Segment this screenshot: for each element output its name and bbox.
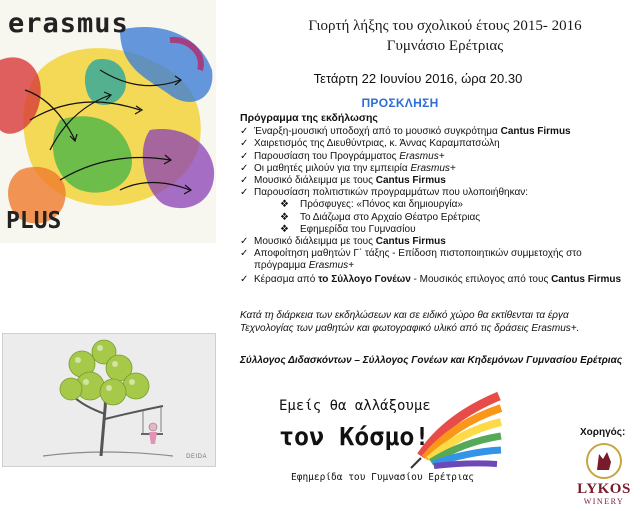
checkmark-icon: ✓ [240,248,249,260]
diamond-bullet-icon: ❖ [280,223,289,235]
programme-sub-item: ❖ Εφημερίδα του Γυμνασίου [280,223,416,235]
programme-item: ✓ Μουσικό διάλειμμα με τους Cantus Firmus [240,236,446,248]
lykos-winery-logo [571,440,637,510]
winery-text: WINERY [583,497,625,506]
organizers-line: Σύλλογος Διδασκόντων – Σύλλογος Γονέων και Κηδεμόνων Γυμνασίου Ερέτριας [240,355,623,366]
programme-sub-item: ❖ Πρόσφυγες: «Πόνος και δημιουργία» [280,199,463,211]
erasmus-map-image [0,0,216,243]
school-name: Γυμνάσιο Ερέτριας [386,38,504,54]
checkmark-icon: ✓ [240,162,249,174]
checkmark-icon: ✓ [240,273,249,285]
programme-item: ✓ Μουσικό διάλειμμα με τους Cantus Firmus [240,175,446,187]
grape-tree-image [2,333,216,467]
exhibition-note: Κατά τη διάρκεια των εκδηλώσεων και σε ειδικό χώρο θα εκτίθενται τα έργα Τεχνολογίας των μαθητών και φωτογραφικό υλικό από τις δράσεις Erasmus+. [240,310,580,334]
checkmark-icon: ✓ [240,150,249,162]
programme-sub-item: ❖ Το Διάζωμα στο Αρχαίο Θέατρο Ερέτριας [280,211,481,223]
checkmark-icon: ✓ [240,187,249,199]
school-newspaper-banner [271,378,503,486]
checkmark-icon: ✓ [240,175,249,187]
checkmark-icon: ✓ [240,236,249,248]
newspaper-slogan-line1: Εμείς θα αλλάξουμε [279,398,431,414]
programme-section [240,112,635,286]
sponsor-label: Χορηγός: [580,427,626,438]
erasmus-wordmark: erasmus [8,8,129,39]
grape-tree-illustration [3,334,215,466]
plus-wordmark: PLUS [6,208,62,234]
programme-item: ✓ Κέρασμα από το Σύλλογο Γονέων - Μουσικός επιλογος από τους Cantus Firmus [240,273,622,285]
programme-heading: Πρόγραμμα της εκδήλωσης [240,112,378,124]
invitation-heading: ΠΡΟΣΚΛΗΣΗ [361,96,439,110]
newspaper-name: Εφημερίδα του Γυμνασίου Ερέτριας [291,472,475,483]
newspaper-slogan-line2: τον Κόσμο! [279,422,430,451]
programme-item: ✓ Παρουσίαση πολιτιστικών προγραμμάτων που υλοποιήθηκαν: [240,187,529,199]
diamond-bullet-icon: ❖ [280,199,289,211]
artist-signature: DEIDA [186,454,207,460]
event-date: Τετάρτη 22 Ιουνίου 2016, ώρα 20.30 [313,71,523,86]
diamond-bullet-icon: ❖ [280,211,289,223]
programme-item: ✓ Έναρξη-μουσική υποδοχή από το μουσικό συγκρότημα Cantus Firmus [240,126,571,138]
wolf-emblem-icon [571,440,637,482]
programme-item: ✓ Χαιρετισμός της Διευθύντριας, κ. Άννας Καραμπατσώλη [240,138,500,150]
programme-item: ✓ Οι μαθητές μιλούν για την εμπειρία Erasmus+ [240,162,456,174]
checkmark-icon: ✓ [240,138,249,150]
programme-item: ✓ Παρουσίαση του Προγράμματος Erasmus+ [240,150,445,162]
lykos-brand-name: LYKOS [577,481,631,497]
programme-item: ✓ Αποφοίτηση μαθητών Γ΄ τάξης - Επίδοση πιστοποιητικών συμμετοχής στο πρόγραμμα Erasmus+ [240,248,582,272]
checkmark-icon: ✓ [240,126,249,138]
event-title: Γιορτή λήξης του σχολικού έτους 2015- 2016 [308,18,582,34]
